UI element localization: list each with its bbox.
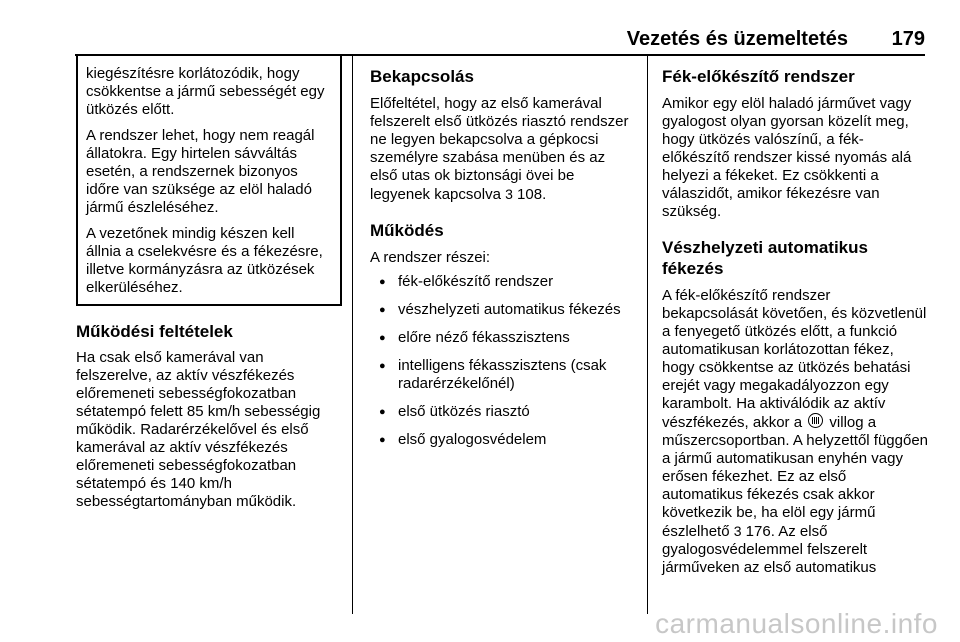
watermark: carmanualsonline.info (655, 608, 938, 639)
column-3 (662, 66, 928, 585)
collision-warning-icon (808, 413, 823, 428)
body-paragraph: Amikor egy elöl haladó járművet vagy gyalogost olyan gyorsan közelít meg, hogy ütközés valószínű, a fék-előkészítő rendszer kissé nyomás alá helyezi a fékeket. Ez csökkenti a válaszidőt, amikor fékezésre van szükség. (662, 95, 912, 220)
list-item: ● vészhelyzeti automatikus fékezés (370, 301, 632, 319)
section-title: Vezetés és üzemeltetés (626, 28, 848, 50)
page-ref-arrow-icon: 3 (733, 523, 742, 539)
column-2 (370, 66, 632, 459)
list-item: ● intelligens fékasszisztens (csak radarérzékelőnél) (370, 357, 632, 393)
list-item: ● fék-előkészítő rendszer (370, 273, 632, 291)
note-box (76, 56, 342, 306)
body-paragraph: A rendszer részei: (370, 249, 491, 266)
note-paragraph: A vezetőnek mindig készen kell állnia a cselekvésre és a fékezésre, illetve kormányzásra az ütközések elkerüléséhez. (86, 225, 323, 296)
body-paragraph: A fék-előkészítő rendszer bekapcsolását követően, és közvetlenül a fenyegető ütközés előtt, a funkció automatikusan korlátozottan fékez, hogy csökkentse az ütközés behatási erejét vagy megakadályozzon egy karambolt. Ha aktiválódik az aktív vészfékezés, akkor a villog a műszercsoportban. A helyzettől függően a jármű automatikusan enyhén vagy erősen fékezhet. Ez az első automatikus fékezés csak akkor következik be, ha elöl egy jármű észlelhető 3 176. Az első gyalogosvédelemmel felszerelt járműveken az első automatikus (662, 287, 929, 576)
page-ref: 108. (512, 186, 547, 203)
note-paragraph: A rendszer lehet, hogy nem reagál állatokra. Egy hirtelen sávváltás esetén, a rendszernek bizonyos időre van szüksége az elöl haladó jármű észleléséhez. (86, 127, 315, 216)
note-paragraph: kiegészítésre korlátozódik, hogy csökkentse a jármű sebességét egy ütközés előtt. (86, 65, 325, 118)
body-paragraph: Előfeltétel, hogy az első kamerával felszerelt első ütközés riasztó rendszer ne legyen bekapcsolva a gépkocsi személyre szabása menüben és az első utas ok biztonsági övei be legyenek kapcsolva 3 108. (370, 95, 629, 203)
list-item: ● előre néző fékasszisztens (370, 329, 632, 347)
list-item: ● első ütközés riasztó (370, 403, 632, 421)
page-ref-arrow-icon: 3 (505, 186, 513, 202)
section-heading: Működés (370, 221, 444, 240)
body-paragraph: Ha csak első kamerával van felszerelve, az aktív vészfékezés előremeneti sebességfokozatban sétatempó felett 85 km/h sebességig működik. Radarérzékelővel és első kamerával az aktív vészfékezés előremeneti sebességfokozatban sétatempó és 140 km/h sebességtartományban működik. (76, 349, 321, 510)
section-heading: Vészhelyzeti automatikus fékezés (662, 238, 868, 278)
section-heading: Működési feltételek (76, 322, 233, 341)
bullet-list (370, 273, 632, 449)
list-item: ● első gyalogosvédelem (370, 431, 632, 449)
section-heading: Fék-előkészítő rendszer (662, 67, 855, 86)
column-divider-2 (647, 56, 648, 614)
column-1 (76, 56, 342, 519)
section-heading: Bekapcsolás (370, 67, 474, 86)
page-header (0, 0, 960, 56)
column-divider-1 (352, 56, 353, 614)
page-number: 179 (891, 28, 925, 50)
